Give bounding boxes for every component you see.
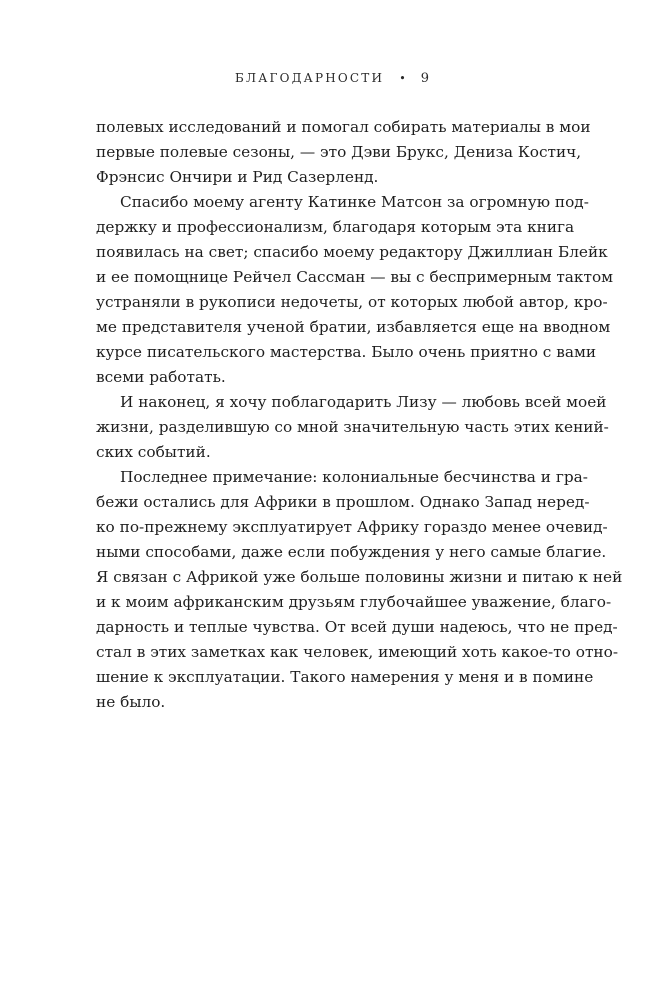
page-number: 9 — [420, 71, 429, 86]
running-head — [0, 71, 664, 86]
text-line: ко по-прежнему эксплуатирует Африку гораздо менее очевид- — [96, 518, 608, 536]
text-line: ными способами, даже если побуждения у него самые благие. — [96, 543, 607, 561]
text-line: И наконец, я хочу поблагодарить Лизу — любовь всей моей — [120, 393, 607, 411]
text-line: шение к эксплуатации. Такого намерения у меня и в помине — [96, 668, 594, 686]
text-line: держку и профессионализм, благодаря которым эта книга — [96, 218, 575, 236]
text-line: бежи остались для Африки в прошлом. Однако Запад неред- — [96, 493, 590, 511]
text-line: Я связан с Африкой уже больше половины жизни и питаю к ней — [96, 568, 623, 586]
body-text — [96, 115, 623, 715]
text-line: появилась на свет; спасибо моему редактору Джиллиан Блейк — [96, 243, 608, 261]
text-line: курсе писательского мастерства. Было очень приятно с вами — [96, 343, 597, 361]
paragraph — [96, 115, 591, 190]
paragraph — [96, 190, 614, 390]
text-line: дарность и теплые чувства. От всей души надеюсь, что не пред- — [96, 618, 618, 636]
text-line: и ее помощнице Рейчел Сассман — вы с беспримерным тактом — [96, 268, 614, 286]
text-line: стал в этих заметках как человек, имеющий хоть какое-то отно- — [96, 643, 618, 661]
running-head-title: БЛАГОДАРНОСТИ — [235, 71, 385, 85]
text-line: и к моим африканским друзьям глубочайшее уважение, благо- — [96, 593, 612, 611]
running-head-bullet: • — [399, 72, 406, 85]
text-line: ме представителя ученой братии, избавляется еще на вводном — [96, 318, 611, 336]
text-line: Последнее примечание: колониальные бесчинства и гра- — [120, 468, 588, 486]
text-line: Спасибо моему агенту Катинке Матсон за огромную под- — [120, 193, 589, 211]
text-line: устраняли в рукописи недочеты, от которых любой автор, кро- — [96, 293, 608, 311]
text-line: не было. — [96, 693, 166, 711]
text-line: полевых исследований и помогал собирать материалы в мои — [96, 118, 591, 136]
text-line: жизни, разделившую со мной значительную часть этих кений- — [96, 418, 609, 436]
paragraph — [96, 465, 623, 715]
text-line: ских событий. — [96, 443, 211, 461]
text-line: всеми работать. — [96, 368, 226, 386]
text-line: первые полевые сезоны, — это Дэви Брукс, Дениза Костич, — [96, 143, 582, 161]
text-line: Фрэнсис Ончири и Рид Сазерленд. — [96, 168, 379, 186]
paragraph — [96, 390, 609, 465]
